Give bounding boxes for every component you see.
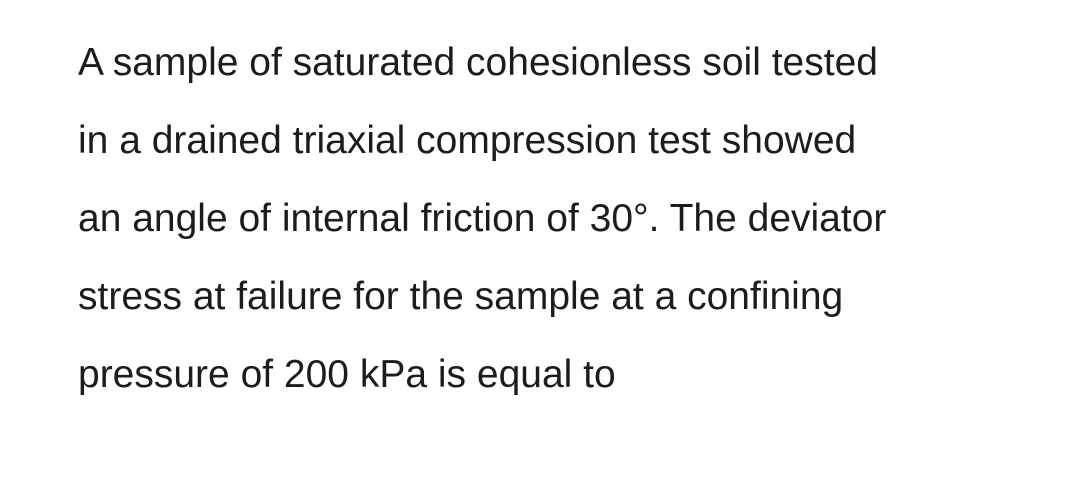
question-line-2: in a drained triaxial compression test showed — [78, 119, 857, 162]
question-line-1: A sample of saturated cohesionless soil tested — [78, 41, 878, 84]
question-text — [78, 34, 1058, 424]
question-line-3: an angle of internal friction of 30°. The deviator — [78, 197, 887, 240]
question-line-4: stress at failure for the sample at a confining — [78, 275, 844, 318]
question-line-5: pressure of 200 kPa is equal to — [78, 353, 616, 396]
